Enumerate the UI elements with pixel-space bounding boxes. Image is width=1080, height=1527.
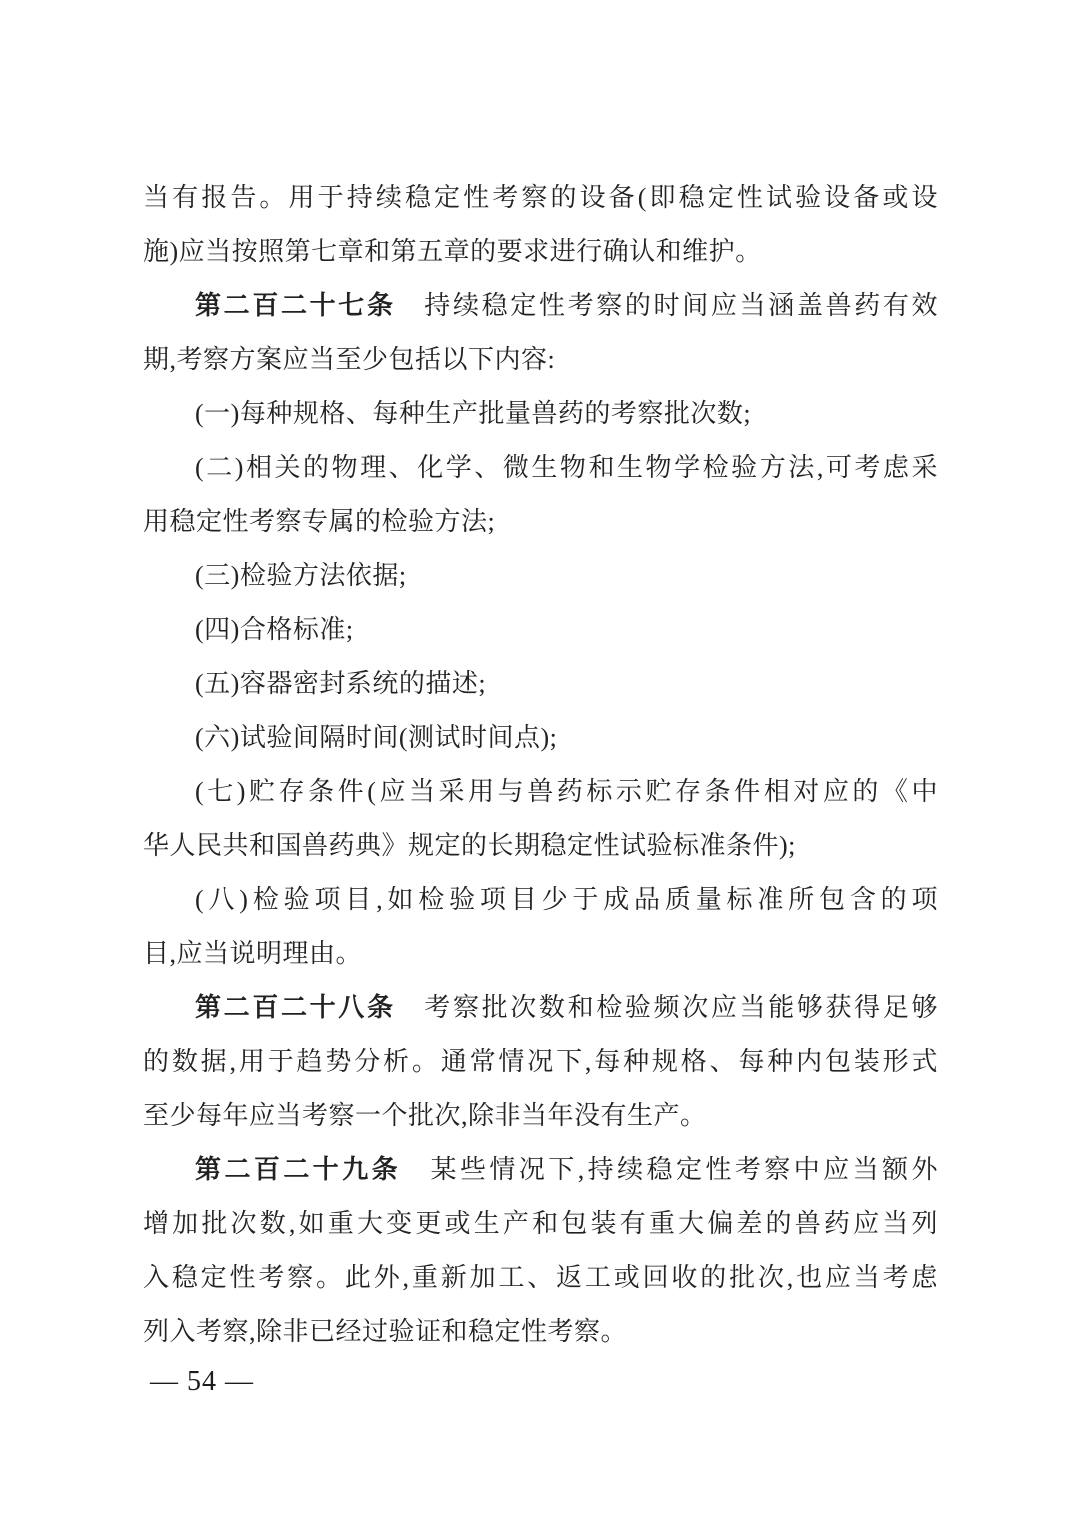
line-text: (七)贮存条件(应当采用与兽药标示贮存条件相对应的《中 <box>195 777 938 806</box>
text-line <box>143 333 938 387</box>
text-line <box>143 873 938 927</box>
text-line <box>143 657 938 711</box>
line-text: 考察批次数和检验频次应当能够获得足够 <box>395 993 938 1022</box>
text-line <box>143 549 938 603</box>
article-number-label: 第二百二十九条 <box>195 1155 402 1184</box>
text-line <box>143 1197 938 1251</box>
line-text: (八)检验项目,如检验项目少于成品质量标准所包含的项 <box>195 885 938 914</box>
text-line <box>143 279 938 333</box>
text-line <box>143 387 938 441</box>
text-line <box>143 1251 938 1305</box>
line-text: (一)每种规格、每种生产批量兽药的考察批次数; <box>195 399 752 428</box>
line-text: 某些情况下,持续稳定性考察中应当额外 <box>401 1155 938 1184</box>
text-line <box>143 819 938 873</box>
text-line <box>143 711 938 765</box>
article-number-label: 第二百二十七条 <box>195 291 396 320</box>
line-text: 至少每年应当考察一个批次,除非当年没有生产。 <box>143 1101 707 1130</box>
page-footer <box>150 1366 254 1398</box>
text-line <box>143 1035 938 1089</box>
text-line <box>143 1143 938 1197</box>
document-body <box>143 171 938 1359</box>
line-text: (六)试验间隔时间(测试时间点); <box>195 723 558 752</box>
line-text: 的数据,用于趋势分析。通常情况下,每种规格、每种内包装形式 <box>143 1047 938 1076</box>
text-line <box>143 1305 938 1359</box>
line-text: (四)合格标准; <box>195 615 354 644</box>
line-text: 增加批次数,如重大变更或生产和包装有重大偏差的兽药应当列 <box>143 1209 938 1238</box>
text-line <box>143 441 938 495</box>
line-text: 期,考察方案应当至少包括以下内容: <box>143 345 556 374</box>
line-text: 列入考察,除非已经过验证和稳定性考察。 <box>143 1317 628 1346</box>
text-line <box>143 1089 938 1143</box>
line-text: 目,应当说明理由。 <box>143 939 363 968</box>
line-text: 当有报告。用于持续稳定性考察的设备(即稳定性试验设备或设 <box>143 183 938 212</box>
page-number: — 54 — <box>150 1366 254 1397</box>
text-line <box>143 495 938 549</box>
text-line <box>143 171 938 225</box>
text-line <box>143 225 938 279</box>
line-text: 入稳定性考察。此外,重新加工、返工或回收的批次,也应当考虑 <box>143 1263 938 1292</box>
line-text: 施)应当按照第七章和第五章的要求进行确认和维护。 <box>143 237 762 266</box>
line-text: 华人民共和国兽药典》规定的长期稳定性试验标准条件); <box>143 831 796 860</box>
text-line <box>143 603 938 657</box>
article-number-label: 第二百二十八条 <box>195 993 396 1022</box>
line-text: (三)检验方法依据; <box>195 561 407 590</box>
line-text: 持续稳定性考察的时间应当涵盖兽药有效 <box>395 291 938 320</box>
line-text: (五)容器密封系统的描述; <box>195 669 487 698</box>
text-line <box>143 765 938 819</box>
line-text: (二)相关的物理、化学、微生物和生物学检验方法,可考虑采 <box>195 453 938 482</box>
text-line <box>143 927 938 981</box>
line-text: 用稳定性考察专属的检验方法; <box>143 507 496 536</box>
text-line <box>143 981 938 1035</box>
